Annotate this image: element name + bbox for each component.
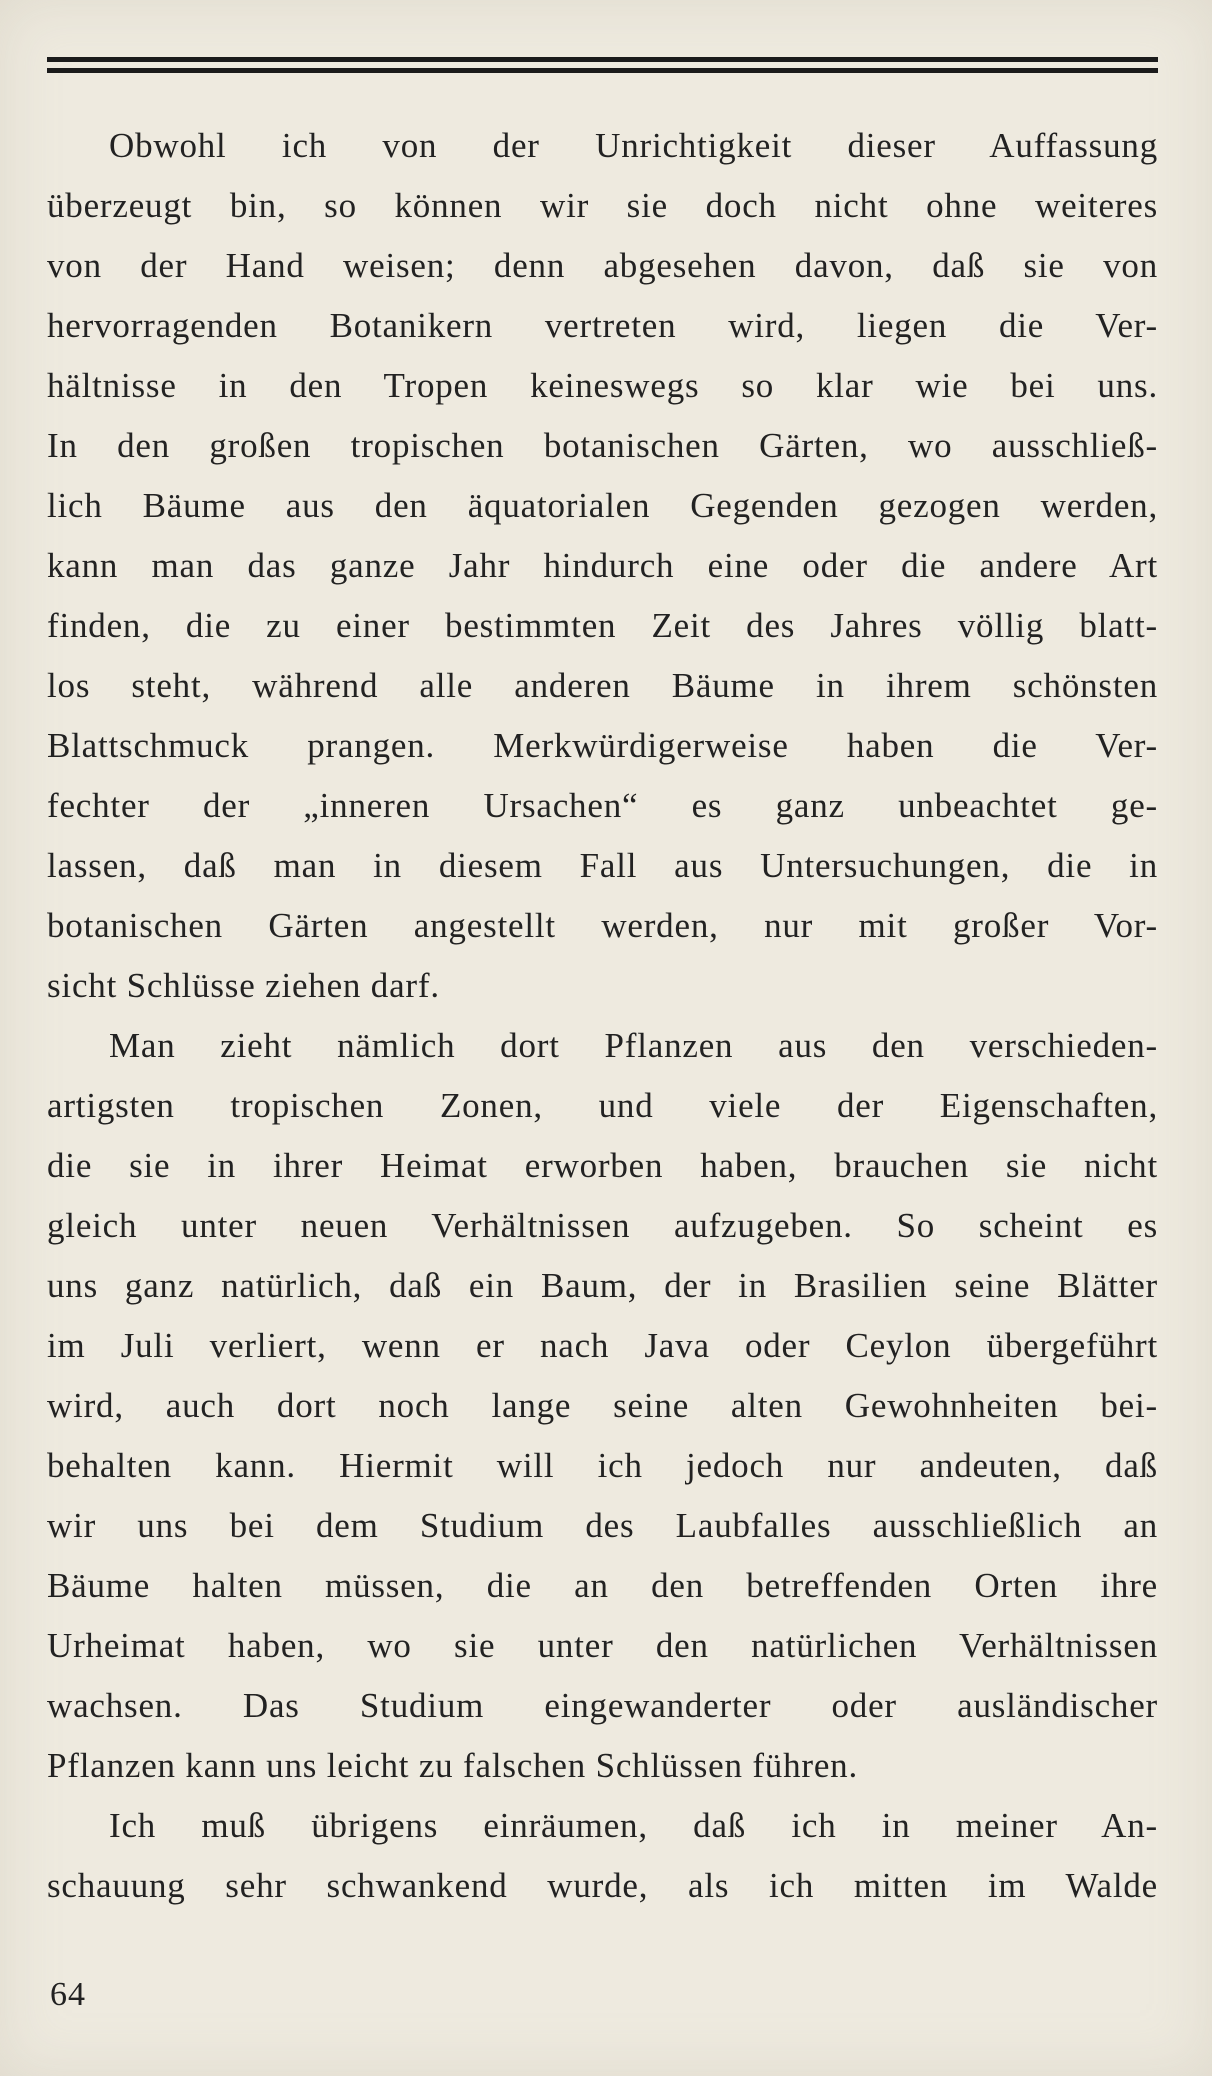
text-line: hältnisse in den Tropen keineswegs so klar wie bei uns.	[47, 366, 1158, 405]
text-line: Blattschmuck prangen. Merkwürdigerweise haben die Ver-	[47, 726, 1158, 765]
header-rule-bottom	[47, 68, 1158, 73]
paragraph	[47, 116, 1158, 1016]
text-line: schauung sehr schwankend wurde, als ich mitten im Walde	[47, 1866, 1158, 1905]
text-line: von der Hand weisen; denn abgesehen davon, daß sie von	[47, 246, 1158, 285]
text-line: uns ganz natürlich, daß ein Baum, der in Brasilien seine Blätter	[47, 1266, 1158, 1305]
text-line: wird, auch dort noch lange seine alten Gewohnheiten bei-	[47, 1386, 1158, 1425]
text-line: sicht Schlüsse ziehen darf.	[47, 966, 440, 1005]
text-line: wir uns bei dem Studium des Laubfalles ausschließlich an	[47, 1506, 1158, 1545]
paragraph	[47, 1016, 1158, 1796]
body-text	[47, 116, 1158, 1916]
text-line: Urheimat haben, wo sie unter den natürlichen Verhältnissen	[47, 1626, 1158, 1665]
text-line: Obwohl ich von der Unrichtigkeit dieser Auffassung	[109, 126, 1158, 165]
text-line: Man zieht nämlich dort Pflanzen aus den verschieden-	[109, 1026, 1158, 1065]
text-line: Ich muß übrigens einräumen, daß ich in meiner An-	[109, 1806, 1158, 1845]
text-line: los steht, während alle anderen Bäume in ihrem schönsten	[47, 666, 1158, 705]
text-line: behalten kann. Hiermit will ich jedoch nur andeuten, daß	[47, 1446, 1158, 1485]
header-rule-top	[47, 57, 1158, 62]
text-line: artigsten tropischen Zonen, und viele der Eigenschaften,	[47, 1086, 1158, 1125]
text-line: gleich unter neuen Verhältnissen aufzugeben. So scheint es	[47, 1206, 1158, 1245]
text-line: hervorragenden Botanikern vertreten wird, liegen die Ver-	[47, 306, 1158, 345]
paragraph	[47, 1796, 1158, 1916]
text-line: fechter der „inneren Ursachen“ es ganz unbeachtet ge-	[47, 786, 1158, 825]
text-line: wachsen. Das Studium eingewanderter oder ausländischer	[47, 1686, 1158, 1725]
text-line: lich Bäume aus den äquatorialen Gegenden gezogen werden,	[47, 486, 1158, 525]
text-line: lassen, daß man in diesem Fall aus Untersuchungen, die in	[47, 846, 1158, 885]
text-line: botanischen Gärten angestellt werden, nur mit großer Vor-	[47, 906, 1158, 945]
text-line: Bäume halten müssen, die an den betreffenden Orten ihre	[47, 1566, 1158, 1605]
text-line: kann man das ganze Jahr hindurch eine oder die andere Art	[47, 546, 1158, 585]
text-line: finden, die zu einer bestimmten Zeit des Jahres völlig blatt-	[47, 606, 1158, 645]
text-line: im Juli verliert, wenn er nach Java oder Ceylon übergeführt	[47, 1326, 1158, 1365]
page-number: 64	[50, 1976, 86, 2013]
text-line: In den großen tropischen botanischen Gärten, wo ausschließ-	[47, 426, 1158, 465]
text-line: die sie in ihrer Heimat erworben haben, brauchen sie nicht	[47, 1146, 1158, 1185]
text-line: Pflanzen kann uns leicht zu falschen Schlüssen führen.	[47, 1746, 859, 1785]
text-line: überzeugt bin, so können wir sie doch nicht ohne weiteres	[47, 186, 1158, 225]
